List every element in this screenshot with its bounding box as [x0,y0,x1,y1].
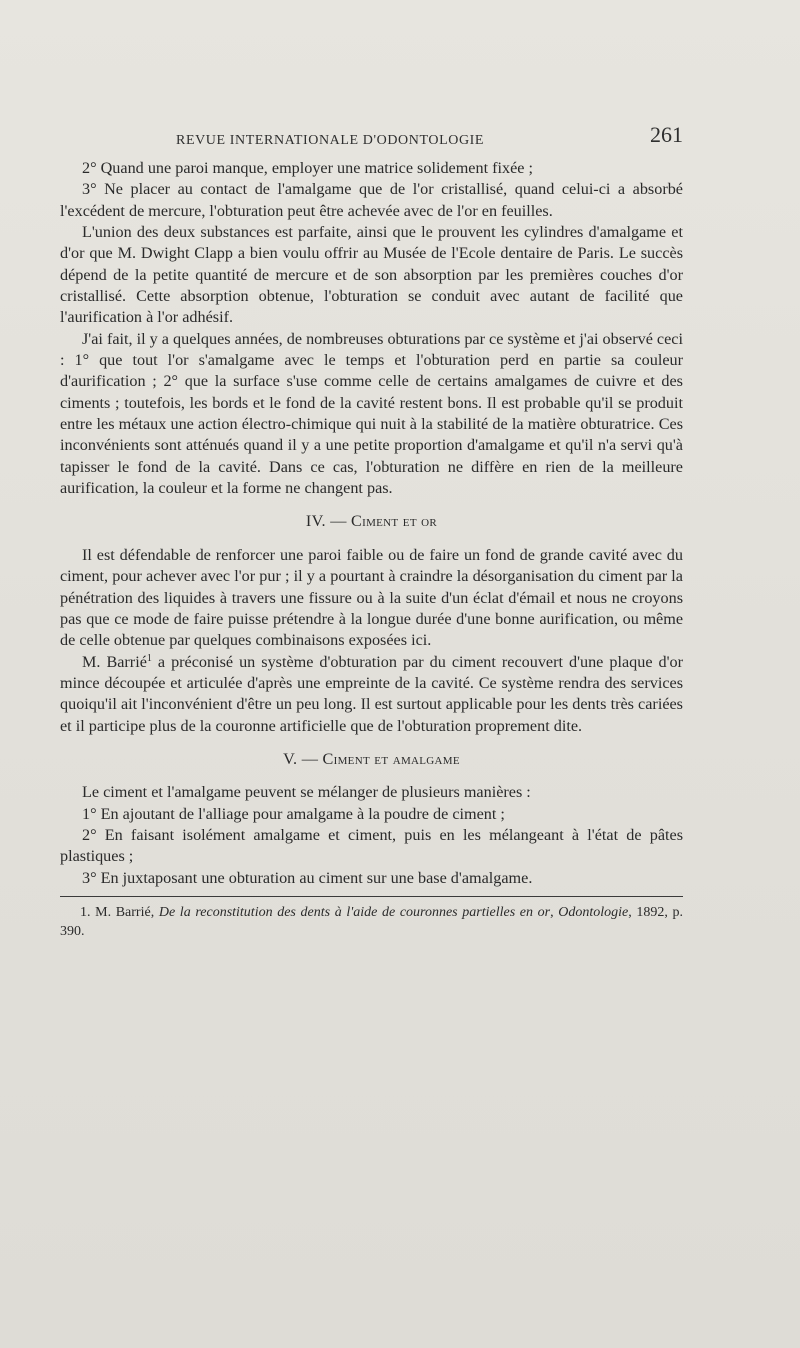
footnote-title: De la reconstitution des dents à l'aide de couronnes partielles en or [158,905,551,920]
footnote-tail: , 1892, p. 390. [60,905,684,939]
footnote-ref: 1 [146,652,152,664]
paragraph-7: Le ciment et l'amalgame peuvent se mélanger de plusieurs manières : [82,783,531,802]
paragraph-8: 1° En ajoutant de l'alliage pour amalgame à la poudre de ciment ; [82,804,505,823]
paragraph-4: J'ai fait, il y a quelques années, de nombreuses obturations par ce système et j'ai observé ceci : 1° que tout l'or s'amalgame avec le temps et l'obturation perd en partie sa couleur d'aurification ; 2° que la surface s'use comme celle de certains amalgames de cuivre et des ciments ; toutefois, les bords et le fond de la cavité restent bons. Il est probable qu'il se produit entre les métaux une action électro-chimique qui nuit à la stabilité de la matière obturatrice. Ces inconvénients sont atténués quand il y a une petite proportion d'amalgame et qu'il n'a servi qu'à tapisser le fond de la cavité. Dans ce cas, l'obturation ne diffère en rien de la meilleure aurification, la couleur et la forme ne changent pas. [60,329,683,498]
paragraph-2: 3° Ne placer au contact de l'amalgame que de l'or cristallisé, quand celui-ci a absorbé l'excédent de mercure, l'obturation peut être achevée avec de l'or en feuilles. [60,180,683,220]
paragraph-6-rest: a préconisé un système d'obturation par du ciment recouvert d'une plaque d'or mince découpée et articulée d'après une empreinte de la cavité. Ce système rendra des services quoiqu'il ait l'inconvénient d'être un peu long. Il est surtout applicable pour les dents très cariées et il participe plus de la couronne artificielle que de l'obturation proprement dite. [60,652,684,735]
footnote-lead: 1. M. Barrié, [80,905,159,920]
footnote-rule [60,896,683,897]
paragraph-10: 3° En juxtaposant une obturation au ciment sur une base d'amalgame. [82,868,533,887]
paragraph-6 [60,652,683,737]
paragraph-3: L'union des deux substances est parfaite, ainsi que le prouvent les cylindres d'amalgame et d'or que M. Dwight Clapp a bien voulu offrir au Musée de l'Ecole dentaire de Paris. Le succès dépend de la petite quantité de mercure et de son absorption par les premières couches d'or cristallisé. Cette absorption obtenue, l'obturation se conduit avec autant de facilité que l'aurification à l'or adhésif. [60,223,683,327]
paragraph-1: 2° Quand une paroi manque, employer une matrice solidement fixée ; [82,159,534,177]
paragraph-6-start: M. Barrié [82,652,147,671]
footnote-sep: , [550,905,559,920]
page-number: 261 [650,122,683,147]
footnote-journal: Odontologie [558,905,629,920]
paragraph-5: Il est défendable de renforcer une paroi faible ou de faire un fond de grande cavité avec du ciment, pour achever avec l'or pur ; il y a pourtant à craindre la désorganisation du ciment par la pénétration des liquides à travers une fissure ou à la suite d'un éclat d'émail et nous ne croyons pas que ce mode de faire puisse prétendre à la longue durée d'une bonne aurification, ou même de celle obtenue par quelques combinaisons exposées ici. [60,545,683,650]
paragraph-9: 2° En faisant isolément amalgame et ciment, puis en les mélangeant à l'état de pâtes plastiques ; [60,825,683,866]
text-block [60,118,683,941]
section-heading-v: V. — Ciment et amalgame [283,749,460,768]
page-header [60,118,683,158]
running-title: REVUE INTERNATIONALE D'ODONTOLOGIE [176,133,485,148]
footnote [60,903,683,941]
section-heading-iv: IV. — Ciment et or [305,511,438,530]
